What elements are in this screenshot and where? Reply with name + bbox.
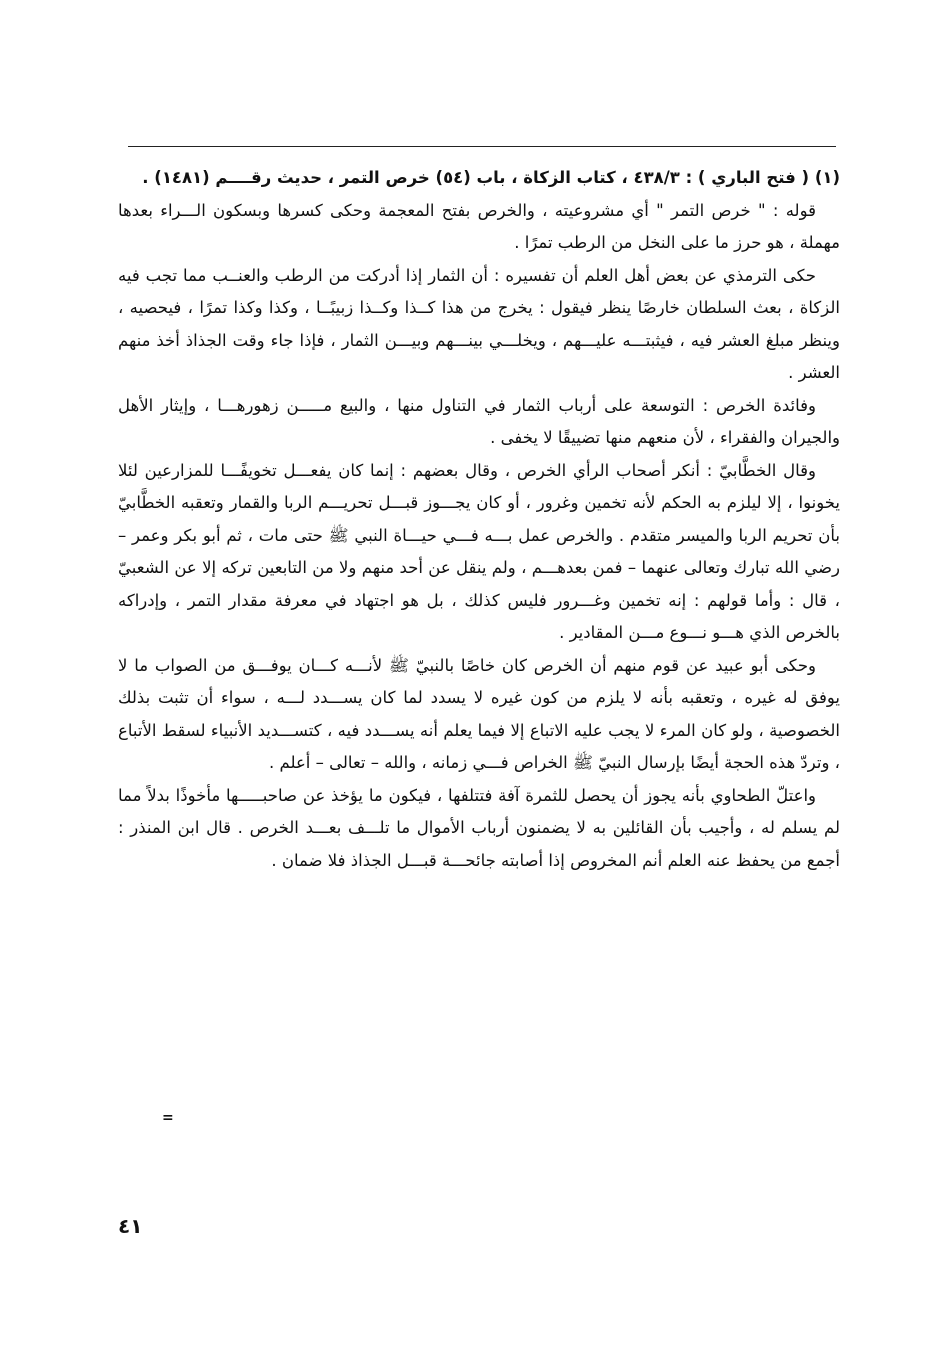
paragraph-2: حكى الترمذي عن بعض أهل العلم أن تفسيره : أن الثمار إذا أدركت من الرطب والعنــب مما تجب فيه الزكاة ، بعث السلطان خارصًا ينظر فيقول : يخرج من هذا كــذا وكــذا زبيبًــا ، وكذا وكذا تمرًا ، فيحصيه ، وينظر مبلغ العشر فيه ، فيثبتـــه عليـــهم ، ويخلـــي بينـــهم وبيـــن الثمار ، فإذا جاء وقت الجذاذ أخذ منهم العشر . — [118, 265, 840, 382]
page-number: ٤١ — [118, 1214, 143, 1238]
paragraph-6: واعتلّ الطحاوي بأنه يجوز أن يحصل للثمرة آفة فتتلفها ، فيكون ما يؤخذ عن صاحبـــــها مأخوذًا بدلاً مما لم يسلم له ، وأجيب بأن القائلين به لا يضمنون أرباب الأموال ما تلـــف بعـــد الخرص . قال ابن المنذر : أجمع من يحفظ عنه العلم أنم المخروص إذا أصابته جائحـــة قبـــل الجذاذ فلا ضمان . — [118, 785, 840, 870]
paragraph-1: قوله : " خرص التمر " أي مشروعيته ، والخرص بفتح المعجمة وحكى كسرها وبسكون الـــراء بعدها مهملة ، هو حرز ما على النخل من الرطب تمرًا . — [118, 200, 840, 252]
page-body — [118, 162, 840, 877]
continuation-mark: = — [162, 1110, 174, 1126]
header-rule — [128, 146, 836, 147]
paragraph-3: وفائدة الخرص : التوسعة على أرباب الثمار في التناول منها ، والبيع مـــــن زهورهـــا ، وإيثار الأهل والجيران والفقراء ، لأن منعهم منها تضييقًا لا يخفى . — [118, 395, 840, 447]
paragraph-4: وقال الخطَّابيّ : أنكر أصحاب الرأي الخرص ، وقال بعضهم : إنما كان يفعـــل تخويفًـــا للمزارعين لئلا يخونوا ، إلا ليلزم به الحكم لأنه تخمين وغرور ، أو كان يجـــوز قبـــل تحريـــم الربا والقمار وتعقبه الخطَّابيّ بأن تحريم الربا والميسر متقدم . والخرص عمل بـــه فـــي حيـــاة النبي ﷺ حتى مات ، ثم أبو بكر وعمر – رضي الله تبارك وتعالى عنهما – فمن بعدهـــم ، ولم ينقل عن أحد منهم ولا من التابعين تركه إلا عن الشعبيّ ، قال : وأما قولهم : إنه تخمين وغـــرور فليس كذلك ، بل هو اجتهاد في معرفة مقدار التمر ، وإدراكه بالخرص الذي هـــو نـــوع مـــن المقادير . — [118, 460, 840, 642]
footnote: (١) ( فتح الباري ) : ٤٣٨/٣ ، كتاب الزكاة ، باب (٥٤) خرص التمر ، حديث رقــــم (١٤٨١) . — [142, 168, 840, 187]
paragraph-5: وحكى أبو عبيد عن قوم منهم أن الخرص كان خاصًا بالنبيّ ﷺ لأنـــه كـــان يوفـــق من الصواب ما لا يوفق له غيره ، وتعقبه بأنه لا يلزم من كون غيره لا يسدد لما كان يســـدد لـــه ، سواء أن تثبت بذلك الخصوصية ، ولو كان المرء لا يجب عليه الاتباع إلا فيما يعلم أنه يســـدد فيه ، كتســـديد الأنبياء لسقط الأتباع ، وتردّ هذه الحجة أيضًا بإرسال النبيّ ﷺ الخراص فـــي زمانه ، والله – تعالى – أعلم . — [118, 655, 840, 772]
